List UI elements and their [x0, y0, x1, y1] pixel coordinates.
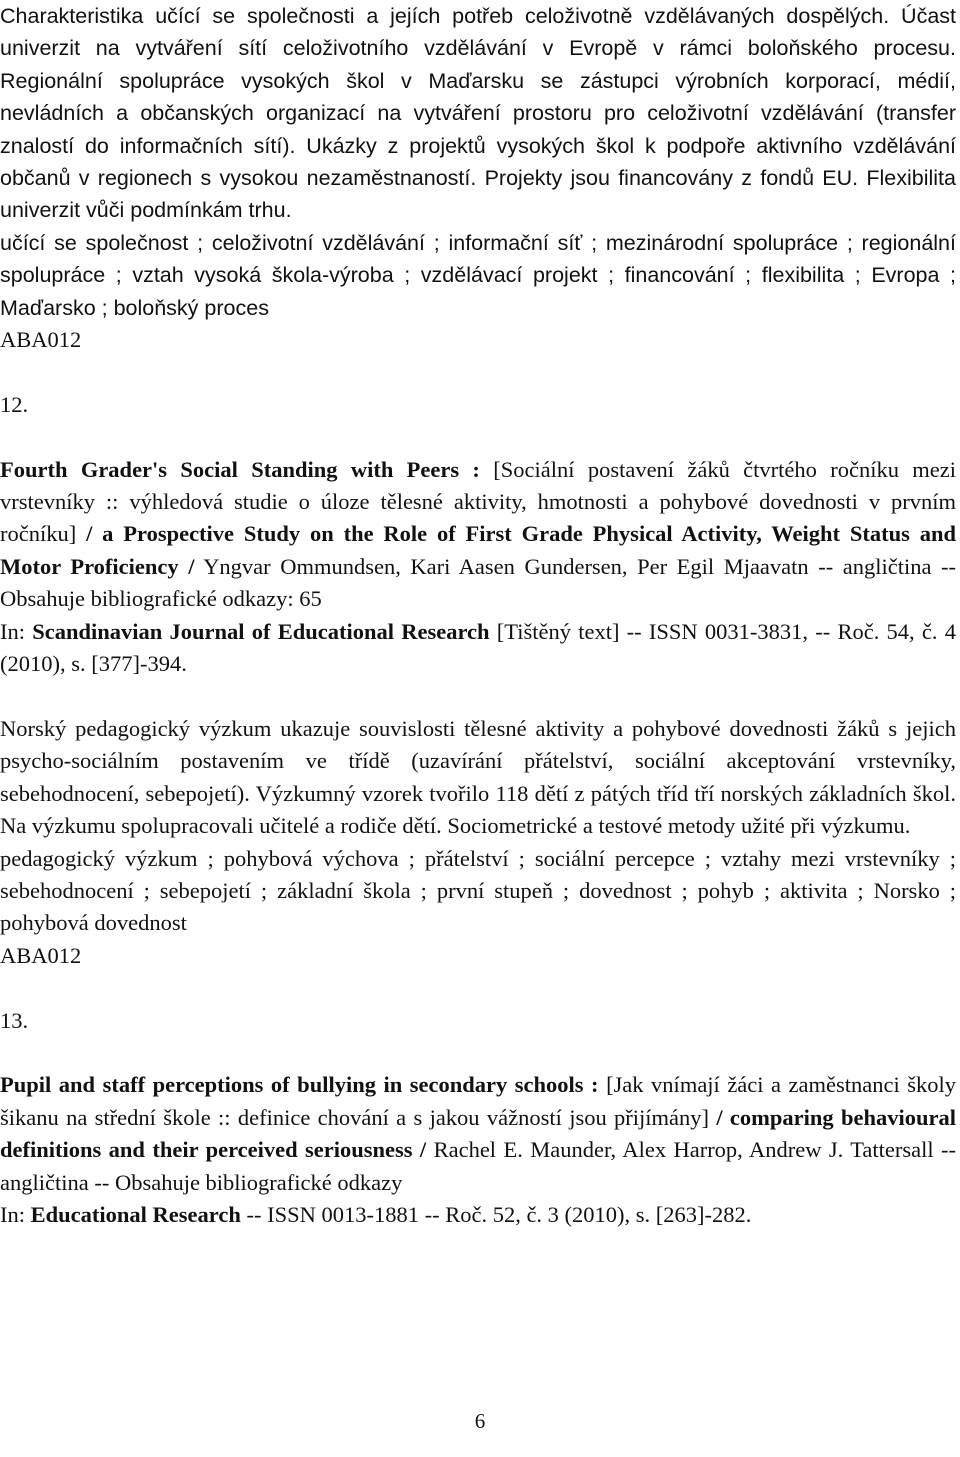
spacer [0, 1037, 956, 1069]
entry-13-title: Pupil and staff perceptions of bullying in secondary schools : [0, 1072, 599, 1098]
entry-13-number: 13. [0, 1007, 29, 1033]
spacer [0, 972, 956, 1004]
entry-12-title-translation: [Sociální postavení žáků čtvrtého ročníku mezi vrstevníky :: výhledová studie o úloze tělesné aktivity, hmotnosti a pohybové dovednosti v prvním ročníku] [0, 456, 956, 547]
entry-12-title: Fourth Grader's Social Standing with Peers : [0, 456, 480, 482]
spacer [0, 421, 956, 453]
entry-13-in-prefix: In: [0, 1201, 25, 1227]
entry-12-journal: Scandinavian Journal of Educational Research [32, 618, 490, 644]
page-number: 6 [474, 1409, 486, 1433]
entry-13-source-details: -- ISSN 0013-1881 -- Roč. 52, č. 3 (2010), s. [263]-282. [246, 1201, 752, 1227]
spacer [0, 681, 956, 713]
entry-12-abstract: Norský pedagogický výzkum ukazuje souvislosti tělesné aktivity a pohybové dovednosti žáků s jejich psycho-sociálním postavením ve třídě (uzavírání přátelství, sociální akceptování vrstevníky, sebehodnocení, sebepojetí). Výzkumný vzorek tvořilo 118 dětí z pátých tříd tří norských základních škol. Na výzkumu spolupracovali učitelé a rodiče dětí. Sociometrické a testové metody užité při výzkumu. [0, 715, 956, 839]
entry-12-citation [0, 454, 956, 616]
entry-11-abstract: Charakteristika učící se společnosti a jejích potřeb celoživotně vzdělávaných dospělých. Účast univerzit na vytváření sítí celoživotního vzdělávání v Evropě v rámci boloňského procesu. Regionální spolupráce vysokých škol v Maďarsku se zástupci výrobních korporací, médií, nevládních a občanských organizací na vytváření prostoru pro celoživotní vzdělávání (transfer znalostí do informačních sítí). Ukázky z projektů vysokých škol k podpoře aktivního vzdělávání občanů v regionech s vysokou nezaměstnaností. Projekty jsou financovány z fondů EU. Flexibilita univerzit vůči podmínkám trhu. [0, 4, 956, 223]
entry-12-number: 12. [0, 391, 29, 417]
entry-13-authors: Rachel E. Maunder, Alex Harrop, Andrew J. Tattersall -- angličtina -- Obsahuje bibliografické odkazy [0, 1137, 956, 1195]
spacer [0, 356, 956, 388]
entry-12-keywords: pedagogický výzkum ; pohybová výchova ; přátelství ; sociální percepce ; vztahy mezi vrstevníky ; sebehodnocení ; sebepojetí ; základní škola ; první stupeň ; dovednost ; pohyb ; aktivita ; Norsko ; pohybová dovednost [0, 845, 956, 936]
entry-12-source-details: [Tištěný text] -- ISSN 0031-3831, -- Roč. 54, č. 4 (2010), s. [377]-394. [0, 618, 957, 677]
entry-12-source [0, 616, 956, 681]
entry-13-journal: Educational Research [30, 1201, 241, 1227]
entry-12-in-prefix: In: [0, 618, 25, 644]
entry-11-code: ABA012 [0, 327, 82, 353]
entry-13-subtitle: / comparing behavioural definitions and their perceived seriousness / [0, 1104, 957, 1163]
entry-12-authors: Yngvar Ommundsen, Kari Aasen Gundersen, Per Egil Mjaavatn -- angličtina -- Obsahuje bibliografické odkazy: 65 [0, 553, 956, 612]
entry-13-title-translation: [Jak vnímají žáci a zaměstnanci školy šikanu na střední škole :: definice chování a s jakou vážností jsou přijímány] [0, 1072, 957, 1130]
entry-11-keywords: učící se společnost ; celoživotní vzdělávání ; informační síť ; mezinárodní spolupráce ; regionální spolupráce ; vztah vysoká škola-výroba ; vzdělávací projekt ; financování ; flexibilita ; Evropa ; Maďarsko ; boloňský proces [0, 230, 956, 320]
entry-12-code: ABA012 [0, 942, 82, 968]
entry-13-source [0, 1199, 956, 1231]
entry-12-subtitle: / a Prospective Study on the Role of First Grade Physical Activity, Weight Status and Motor Proficiency / [0, 521, 957, 579]
entry-13-citation [0, 1069, 956, 1199]
